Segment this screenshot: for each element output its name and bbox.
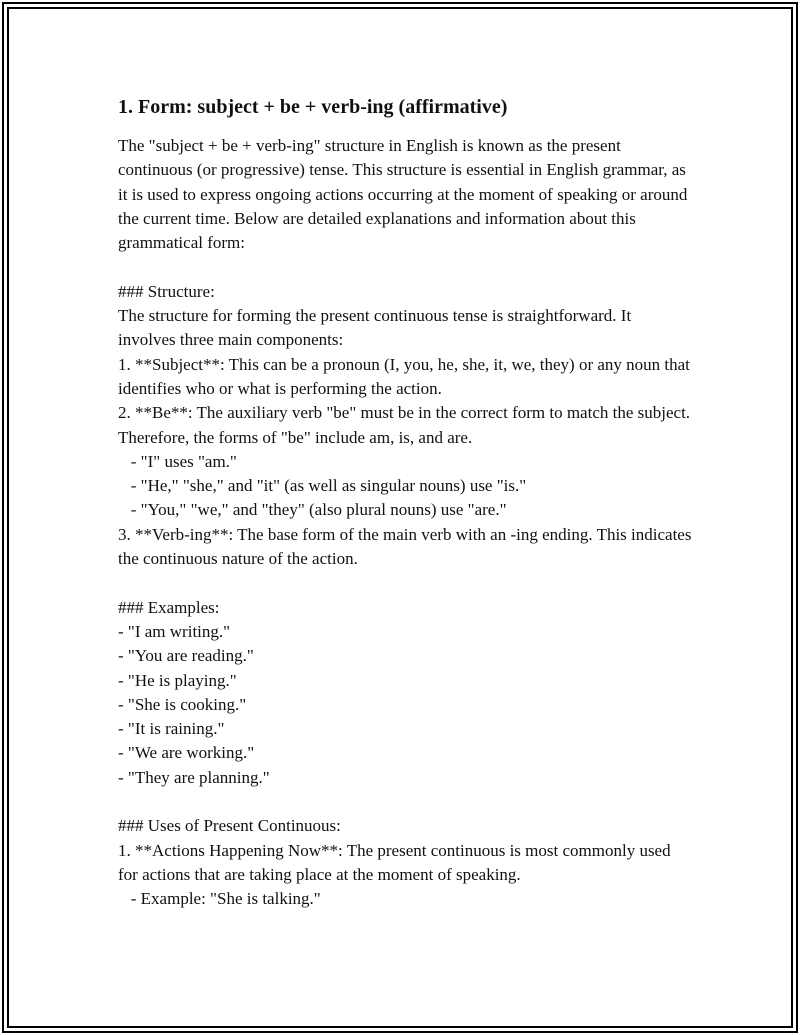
list-item: 1. **Subject**: This can be a pronoun (I, you, he, she, it, we, they) or any noun that identifies who or what is performing the action. — [118, 354, 695, 398]
sub-list-item: - "I" uses "am." — [118, 451, 237, 471]
list-item: 3. **Verb-ing**: The base form of the main verb with an -ing ending. This indicates the continuous nature of the action. — [118, 524, 696, 569]
example-item: - "She is cooking." — [118, 694, 247, 714]
heading-examples: ### Examples: — [118, 597, 220, 617]
text-line: The structure for forming the present continuous tense is straightforward. It involves three main components: — [118, 306, 636, 350]
body-lines — [118, 255, 696, 911]
example-item: - "They are planning." — [118, 767, 270, 787]
example-item: - "We are working." — [118, 743, 255, 763]
sub-list-item: - "He," "she," and "it" (as well as singular nouns) use "is." — [118, 476, 527, 496]
sub-list-item: - "You," "we," and "they" (also plural nouns) use "are." — [118, 500, 507, 520]
document-body — [118, 94, 696, 912]
text-line — [118, 571, 693, 595]
example-item: - "He is playing." — [118, 670, 237, 690]
example-item: - "You are reading." — [118, 646, 254, 666]
heading-uses: ### Uses of Present Continuous: — [118, 816, 341, 836]
heading-structure: ### Structure: — [118, 281, 215, 301]
intro-paragraph: The "subject + be + verb-ing" structure in English is known as the present continuous (or progressive) tense. This structure is essential in English grammar, as it is used to express ongoing actions occurring at the moment of speaking or around the current time. Below are detailed explanations and information about this grammatical form: — [118, 136, 692, 253]
section-title: 1. Form: subject + be + verb-ing (affirmative) — [118, 96, 508, 118]
example-item: - "I am writing." — [118, 621, 231, 641]
sub-list-item: - Example: "She is talking." — [118, 889, 321, 909]
list-item: 2. **Be**: The auxiliary verb "be" must be in the correct form to match the subject. Therefore, the forms of "be" include am, is, and are. — [118, 403, 694, 447]
example-item: - "It is raining." — [118, 719, 225, 739]
list-item: 1. **Actions Happening Now**: The present continuous is most commonly used for actions that are taking place at the moment of speaking. — [118, 840, 675, 884]
text-line — [118, 790, 693, 814]
text-line — [118, 255, 693, 279]
